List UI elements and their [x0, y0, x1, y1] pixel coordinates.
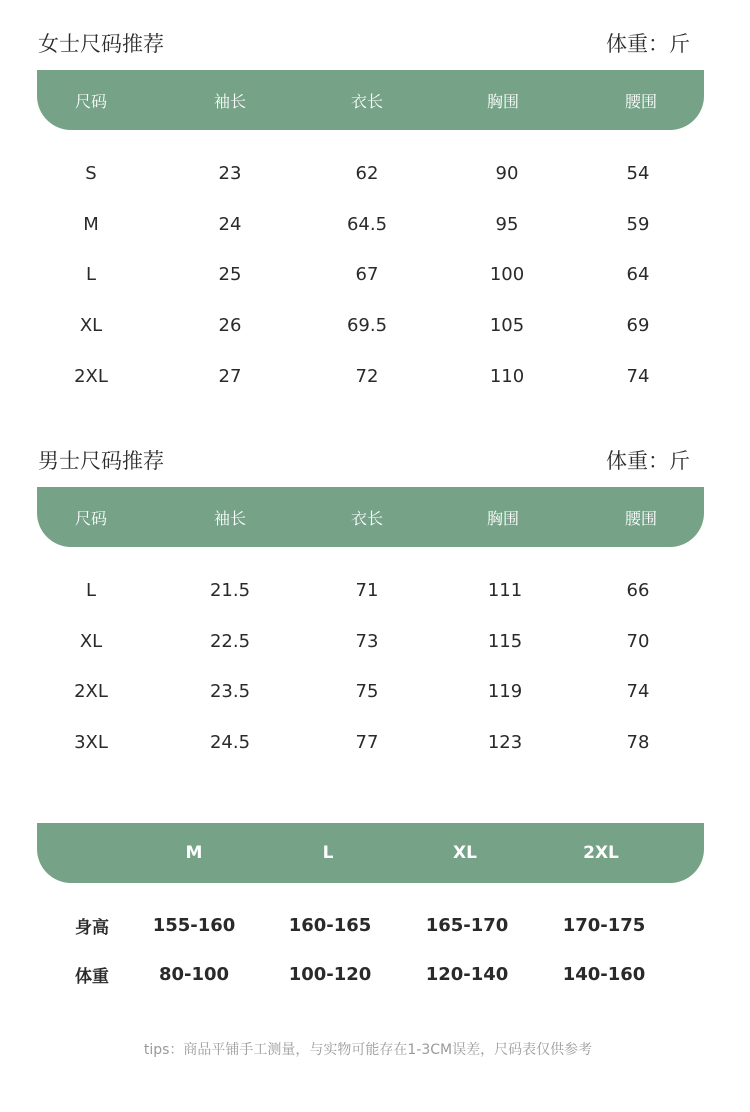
table-cell: 165-170: [425, 914, 509, 936]
table-cell: 105: [489, 314, 525, 336]
table-cell: 100-120: [288, 963, 372, 985]
women-header-waist: 腰围: [624, 91, 657, 111]
table-row: [0, 361, 750, 391]
table-row: [0, 158, 750, 188]
men-title: 男士尺码推荐: [38, 449, 164, 473]
men-header-length: 衣长: [350, 508, 383, 528]
table-row: [0, 575, 750, 605]
table-cell: 64: [626, 263, 650, 285]
men-header-size: 尺码: [74, 508, 107, 528]
sizing-header-l: L: [322, 843, 334, 863]
sizing-header-m: M: [185, 843, 203, 863]
weight-label: 体重: [75, 966, 109, 987]
table-row: [0, 959, 750, 989]
table-cell: 25: [218, 263, 242, 285]
table-cell: 72: [355, 365, 379, 387]
men-weight-unit: 体重：斤: [606, 449, 690, 473]
table-cell: 71: [355, 579, 379, 601]
table-cell: 160-165: [288, 914, 372, 936]
table-cell: XL: [79, 314, 103, 336]
table-cell: 77: [355, 731, 379, 753]
women-header-sleeve: 袖长: [213, 91, 246, 111]
women-title: 女士尺码推荐: [38, 32, 164, 56]
tips-note: tips：商品平铺手工测量，与实物可能存在1-3CM误差，尺码表仅供参考: [143, 1042, 593, 1058]
table-row: [0, 676, 750, 706]
women-header-bar: [37, 70, 704, 130]
table-cell: 73: [355, 630, 379, 652]
women-header-size: 尺码: [74, 91, 107, 111]
table-row: [0, 626, 750, 656]
men-section-header: [38, 445, 690, 475]
table-cell: 95: [495, 213, 519, 235]
table-cell: 110: [489, 365, 525, 387]
table-row: [0, 259, 750, 289]
table-row: [0, 209, 750, 239]
table-cell: XL: [79, 630, 103, 652]
table-cell: 123: [487, 731, 523, 753]
table-row: [0, 910, 750, 940]
table-cell: 54: [626, 162, 650, 184]
table-cell: S: [85, 162, 97, 184]
men-header-bar: [37, 487, 704, 547]
table-cell: 115: [487, 630, 523, 652]
table-cell: 69: [626, 314, 650, 336]
table-cell: 23: [218, 162, 242, 184]
table-cell: 80-100: [158, 963, 230, 985]
table-cell: 78: [626, 731, 650, 753]
men-header-waist: 腰围: [624, 508, 657, 528]
table-cell: 64.5: [346, 213, 388, 235]
table-cell: 2XL: [74, 680, 108, 702]
table-cell: M: [83, 213, 99, 235]
women-header-chest: 胸围: [486, 91, 519, 111]
table-row: [0, 727, 750, 757]
table-cell: 66: [626, 579, 650, 601]
table-cell: 24.5: [209, 731, 251, 753]
table-cell: 69.5: [346, 314, 388, 336]
table-cell: 74: [626, 365, 650, 387]
men-header-sleeve: 袖长: [213, 508, 246, 528]
table-cell: 120-140: [425, 963, 509, 985]
table-row: [0, 310, 750, 340]
table-cell: 26: [218, 314, 242, 336]
table-cell: 155-160: [152, 914, 236, 936]
table-cell: 24: [218, 213, 242, 235]
table-cell: 75: [355, 680, 379, 702]
women-header-length: 衣长: [350, 91, 383, 111]
table-cell: 170-175: [562, 914, 646, 936]
table-cell: L: [85, 263, 97, 285]
table-cell: L: [85, 579, 97, 601]
table-cell: 111: [487, 579, 523, 601]
table-cell: 74: [626, 680, 650, 702]
table-cell: 3XL: [74, 731, 108, 753]
women-weight-unit: 体重：斤: [606, 32, 690, 56]
table-cell: 100: [489, 263, 525, 285]
sizing-header-xl: XL: [453, 843, 477, 863]
table-cell: 62: [355, 162, 379, 184]
table-cell: 70: [626, 630, 650, 652]
table-cell: 2XL: [74, 365, 108, 387]
table-cell: 59: [626, 213, 650, 235]
height-label: 身高: [75, 917, 109, 938]
table-cell: 119: [487, 680, 523, 702]
table-cell: 90: [495, 162, 519, 184]
sizing-header-2xl: 2XL: [583, 843, 619, 863]
table-cell: 140-160: [562, 963, 646, 985]
sizing-header-bar: [37, 823, 704, 883]
men-header-chest: 胸围: [486, 508, 519, 528]
table-cell: 27: [218, 365, 242, 387]
women-section-header: [38, 28, 690, 58]
table-cell: 23.5: [209, 680, 251, 702]
table-cell: 22.5: [209, 630, 251, 652]
table-cell: 67: [355, 263, 379, 285]
table-cell: 21.5: [209, 579, 251, 601]
